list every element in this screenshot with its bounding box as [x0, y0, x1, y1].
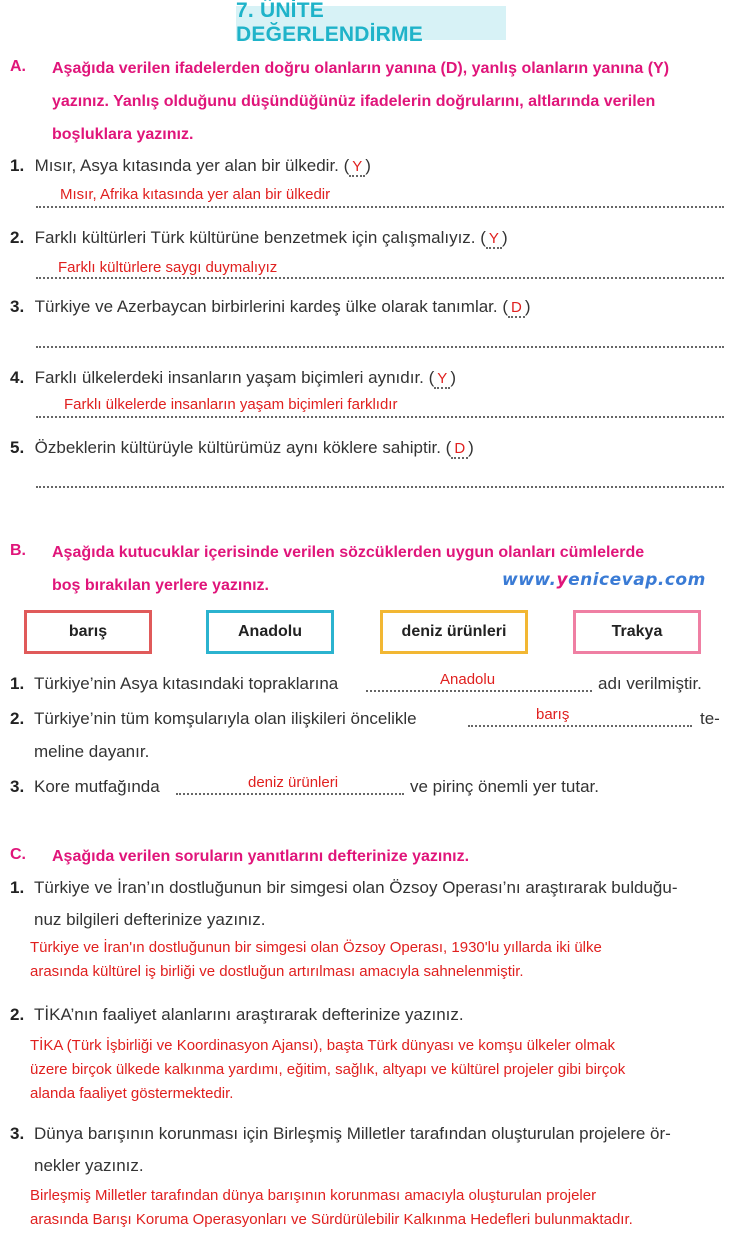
answer-line-text: alanda faaliyet göstermektedir.	[30, 1085, 234, 1102]
fill-blank	[468, 725, 692, 727]
close-paren: )	[365, 156, 371, 175]
answer-line-text: Birleşmiş Milletler tarafından dünya barışının korunması amacıyla oluşturulan projeler	[30, 1187, 597, 1204]
answer-mark: Y	[486, 230, 502, 249]
answer-line	[36, 277, 724, 279]
a-item-2	[10, 228, 508, 248]
close-paren: )	[468, 438, 474, 457]
close-paren: )	[524, 297, 531, 316]
a-item-4	[10, 368, 456, 388]
a-item-1	[10, 156, 371, 176]
section-a-line1: Aşağıda verilen ifadelerden doğru olanların yanına (D), yanlış olanların yanına (Y)	[52, 60, 670, 77]
section-b-line1: Aşağıda kutucuklar içerisinde verilen sözcüklerden uygun olanları cümlelerde	[52, 544, 645, 561]
answer-mark: D	[508, 299, 525, 318]
watermark-part: www.	[502, 570, 557, 590]
a-item-3	[10, 297, 531, 317]
item-number: 5.	[10, 438, 25, 457]
b-item-2-after: te-	[700, 709, 720, 728]
c-item-2-answer	[30, 1034, 730, 1106]
title-banner	[236, 0, 506, 46]
section-a-line3: boşluklara yazınız.	[52, 126, 194, 143]
answer-mark: Y	[434, 370, 450, 389]
close-paren: )	[501, 228, 508, 247]
word-box-deniz-urunleri: deniz ürünleri	[380, 610, 528, 654]
section-a-instruction	[52, 52, 728, 151]
c-item-1-answer	[30, 936, 730, 984]
b-item-2-answer: barış	[536, 706, 570, 723]
statement-text: Mısır, Asya kıtasında yer alan bir ülkedir. (	[34, 156, 350, 175]
c-item-1-question-line2: nuz bilgileri defterinize yazınız.	[34, 910, 266, 929]
c-item-3-number: 3.	[10, 1124, 25, 1143]
word-box-trakya: Trakya	[573, 610, 701, 654]
b-item-2-cont: meline dayanır.	[34, 742, 150, 761]
item-number: 3.	[10, 297, 25, 316]
site-watermark	[502, 570, 706, 590]
b-item-3-number: 3.	[10, 777, 25, 796]
statement-text: Farklı kültürleri Türk kültürüne benzetmek için çalışmalıyız. (	[34, 228, 486, 247]
c-item-1-question-line1: Türkiye ve İran’ın dostluğunun bir simgesi olan Özsoy Operası’nı araştırarak bulduğu-	[34, 878, 678, 897]
item-number: 4.	[10, 368, 25, 387]
close-paren: )	[450, 368, 456, 387]
answer-mark: Y	[349, 158, 365, 177]
statement-text: Türkiye ve Azerbaycan birbirlerini kardeş ülke olarak tanımlar. (	[34, 297, 509, 316]
b-item-1-answer: Anadolu	[440, 671, 496, 688]
answer-mark: D	[451, 440, 468, 459]
answer-line-text: Türkiye ve İran'ın dostluğunun bir simgesi olan Özsoy Operası, 1930'lu yıllarda iki ülke	[30, 939, 602, 956]
b-item-3-after: ve pirinç önemli yer tutar.	[410, 777, 599, 796]
a-correction-2: Farklı kültürlere saygı duymalıyız	[58, 259, 278, 276]
c-item-3-answer	[30, 1184, 735, 1232]
b-item-3-answer: deniz ürünleri	[248, 774, 339, 791]
answer-line-text: arasında kültürel iş birliği ve dostluğun artırılması amacıyla sahnelenmiştir.	[30, 963, 524, 980]
word-box-anadolu: Anadolu	[206, 610, 334, 654]
answer-line-text: arasında Barışı Koruma Operasyonları ve Sürdürülebilir Kalkınma Hedefleri bulunmaktadır.	[30, 1211, 633, 1228]
b-item-3-before: Kore mutfağında	[34, 777, 160, 796]
section-a-line2: yazınız. Yanlış olduğunu düşündüğünüz ifadelerin doğrularını, altlarında verilen	[52, 93, 656, 110]
b-item-2-number: 2.	[10, 709, 25, 728]
b-item-1-number: 1.	[10, 674, 25, 693]
answer-line	[36, 416, 724, 418]
c-item-3-question-line2: nekler yazınız.	[34, 1156, 144, 1175]
c-item-2-number: 2.	[10, 1005, 25, 1024]
fill-blank	[176, 793, 404, 795]
watermark-part: y	[556, 570, 569, 590]
answer-line	[36, 486, 724, 488]
word-box-baris: barış	[24, 610, 152, 654]
answer-line-text: üzere birçok ülkede kalkınma yardımı, eğitim, sağlık, altyapı ve kültürel projeler gibi birçok	[30, 1061, 626, 1078]
page-title: 7. ÜNİTE DEĞERLENDİRME	[236, 0, 423, 46]
answer-line-text: TİKA (Türk İşbirliği ve Koordinasyon Ajansı), başta Türk dünyası ve komşu ülkeler olmak	[30, 1037, 615, 1054]
c-item-1-number: 1.	[10, 878, 25, 897]
item-number: 1.	[10, 156, 25, 175]
section-c-instruction: Aşağıda verilen soruların yanıtlarını defterinize yazınız.	[52, 848, 470, 865]
c-item-3-question-line1: Dünya barışının korunması için Birleşmiş Milletler tarafından oluşturulan projelere ör-	[34, 1124, 671, 1143]
section-b-letter: B.	[10, 542, 26, 559]
a-item-5	[10, 438, 474, 458]
c-item-2-question: TİKA’nın faaliyet alanlarını araştırarak defterinize yazınız.	[34, 1005, 464, 1024]
item-number: 2.	[10, 228, 25, 247]
answer-line	[36, 346, 724, 348]
section-c-letter: C.	[10, 846, 26, 863]
a-correction-1: Mısır, Afrika kıtasında yer alan bir ülkedir	[60, 186, 331, 203]
watermark-part: enicevap.com	[568, 570, 706, 590]
fill-blank	[366, 690, 592, 692]
statement-text: Özbeklerin kültürüyle kültürümüz aynı köklere sahiptir. (	[34, 438, 452, 457]
section-b-line2: boş bırakılan yerlere yazınız.	[52, 577, 269, 594]
b-item-1-before: Türkiye’nin Asya kıtasındaki topraklarına	[34, 674, 339, 693]
section-a-letter: A.	[10, 58, 26, 75]
b-item-1-after: adı verilmiştir.	[598, 674, 702, 693]
statement-text: Farklı ülkelerdeki insanların yaşam biçimleri aynıdır. (	[34, 368, 435, 387]
b-item-2-before: Türkiye’nin tüm komşularıyla olan ilişkileri öncelikle	[34, 709, 417, 728]
a-correction-4: Farklı ülkelerde insanların yaşam biçimleri farklıdır	[64, 396, 398, 413]
answer-line	[36, 206, 724, 208]
